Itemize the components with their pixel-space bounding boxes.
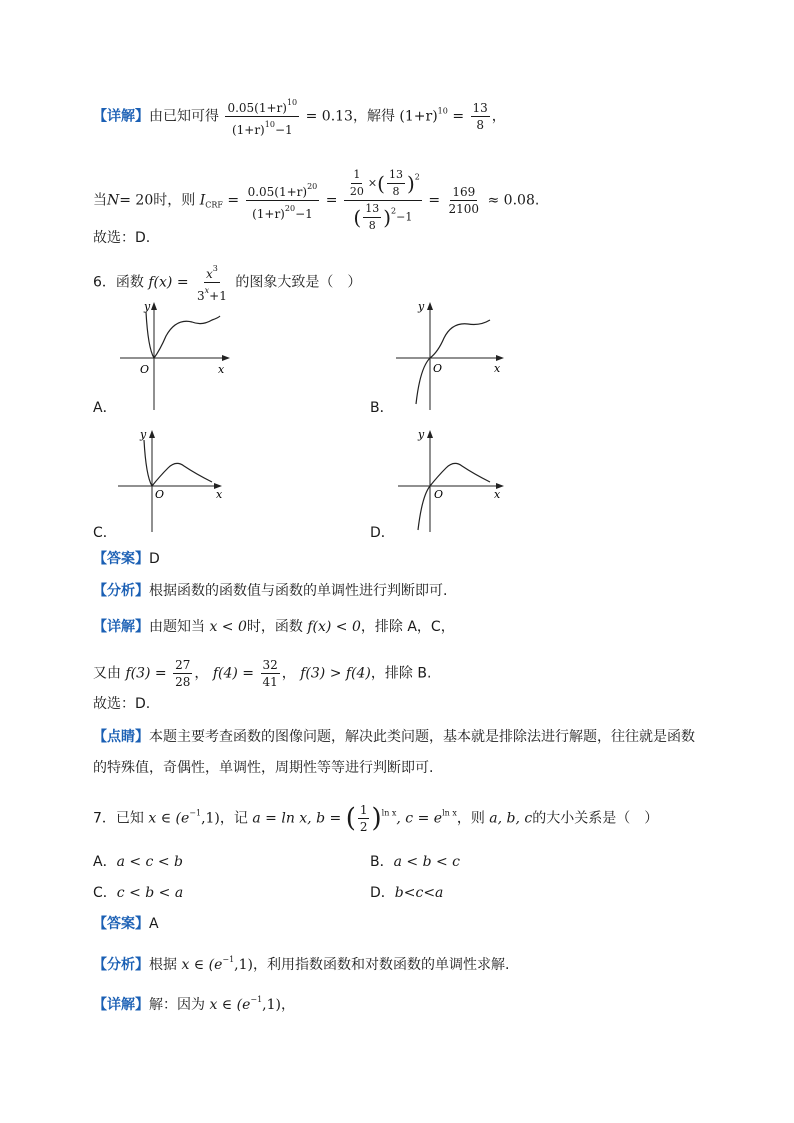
option-a-label[interactable]: A． xyxy=(93,400,117,416)
y-axis-label: y xyxy=(140,428,147,441)
choose-line-q6: 故选：D. xyxy=(93,696,151,712)
option-b-label[interactable]: B． xyxy=(370,400,394,416)
x-axis-label: x xyxy=(216,488,223,501)
y-axis-label: y xyxy=(144,300,151,313)
q7-option-b[interactable]: B．a < b < c xyxy=(370,854,461,870)
q7-option-c[interactable]: C．c < b < a xyxy=(93,885,184,901)
origin-label: O xyxy=(434,488,444,501)
graph-option-c[interactable] xyxy=(118,424,230,536)
fraction: $\frac{0.05(1+r)^{10}}{(1+r)^{10}-1}$ xyxy=(227,98,298,137)
origin-label: O xyxy=(155,488,165,501)
compound-fraction: $\frac{1}{20}$ ×( $\frac{13}{8}$ )$^2$ ( $\frac{13}{8}$ )$^2$−1 xyxy=(344,168,422,233)
option-d-label[interactable]: D． xyxy=(370,525,395,541)
detail-line-1: 【详解】由已知可得 $\frac{0.05(1+r)^{10}}{(1+r)^{10}-1}$ = 0.13，解得 $(1+r)^{10}$ = $\frac{13}{8}$ ， xyxy=(93,98,506,137)
y-axis-label: y xyxy=(418,300,425,313)
fraction: $\frac{0.05(1+r)^{20}}{(1+r)^{20}-1}$ xyxy=(247,182,318,221)
detail-line-q6-1: 【详解】由题知当 x < 0时，函数 f(x) < 0，排除 A，C， xyxy=(93,619,455,635)
detail-tag: 【详解】 xyxy=(93,108,149,125)
q7-option-d[interactable]: D．b<c<a xyxy=(370,885,444,901)
detail-line-2: 当N= 20时，则 $I_{CRF}$ = $\frac{0.05(1+r)^{20}}{(1+r)^{20}-1}$ = $\frac{1}{20}$ ×( $\frac{13}{8}$ )$^2$ ( $\frac{13}{8}$ )$^2$−1 = $\frac{169}{2100}$ ≈ 0.08. xyxy=(93,168,540,232)
x-axis-label: x xyxy=(494,488,501,501)
origin-label: O xyxy=(140,363,150,376)
origin-label: O xyxy=(433,362,443,375)
answer-line-q7: 【答案】A xyxy=(93,916,159,932)
fraction: $\frac{x^3}{3^x+1}$ xyxy=(197,264,227,303)
graph-option-d[interactable] xyxy=(398,424,510,536)
x-axis-label: x xyxy=(494,362,501,375)
y-axis-label: y xyxy=(418,428,425,441)
detail-line-q6-2: 又由 f(3) = $\frac{27}{28}$ ， f(4) = $\frac{32}{41}$ ， f(3) > f(4)，排除 B. xyxy=(93,658,432,689)
graph-option-a[interactable] xyxy=(120,298,240,410)
fraction: $\frac{169}{2100}$ xyxy=(448,185,480,216)
answer-line: 【答案】D xyxy=(93,551,160,567)
question-7-stem: 7．已知 x ∈ $(e^{-1},1)$，记 a = ln x, b = ( $\frac{1}{2}$ )$^{ln x}$, $c = e^{ln x}$，则 a, b, c的大小关系是（ ） xyxy=(93,803,659,834)
comment-line-2: 的特殊值，奇偶性，单调性，周期性等等进行判断即可. xyxy=(93,760,434,776)
analysis-line: 【分析】根据函数的函数值与函数的单调性进行判断即可. xyxy=(93,583,448,599)
detail-line-q7: 【详解】解：因为 x ∈ $(e^{-1},1)$， xyxy=(93,995,295,1013)
question-6-stem: 6．函数 f(x) = $\frac{x^3}{3^x+1}$ 的图象大致是（ ） xyxy=(93,264,362,303)
graph-option-b[interactable] xyxy=(396,298,516,410)
comment-line-1: 【点睛】本题主要考查函数的图像问题，解决此类问题，基本就是排除法进行解题，往往就是函数 xyxy=(93,729,695,745)
choose-line: 故选：D. xyxy=(93,230,151,246)
analysis-line-q7: 【分析】根据 x ∈ $(e^{-1},1)$，利用指数函数和对数函数的单调性求解. xyxy=(93,955,510,973)
q7-option-a[interactable]: A．a < c < b xyxy=(93,854,183,870)
fraction: $\frac{13}{8}$ xyxy=(472,101,488,132)
x-axis-label: x xyxy=(218,363,225,376)
option-c-label[interactable]: C． xyxy=(93,525,117,541)
